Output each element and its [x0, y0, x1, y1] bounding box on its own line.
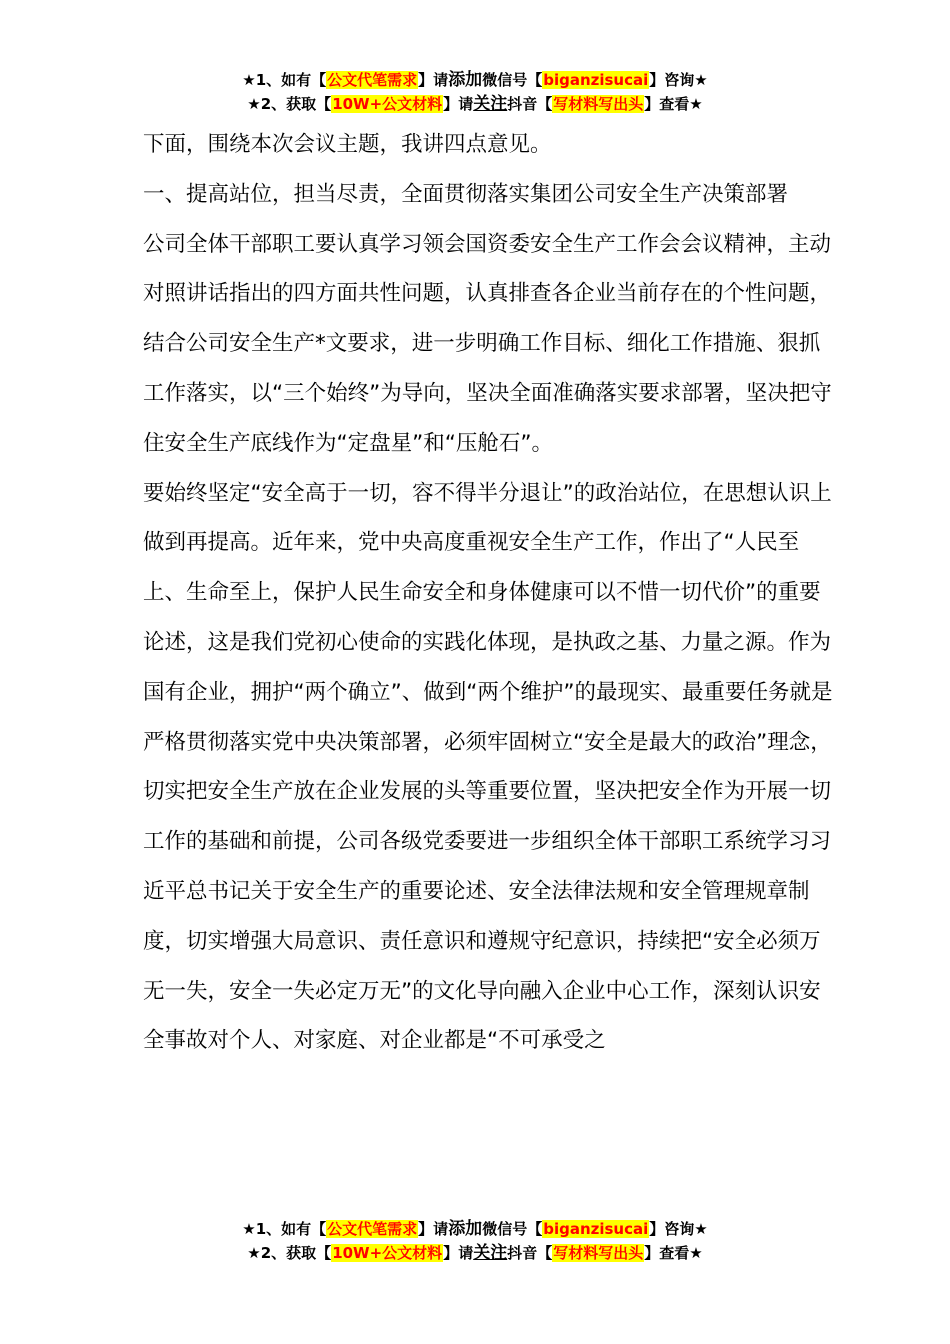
banner-text: ★2、获取【 [247, 95, 332, 113]
banner-highlight: 10W+公文材料 [332, 1244, 443, 1262]
banner-text: 】请 [418, 1220, 449, 1238]
banner-emphasis: 关注 [473, 94, 508, 114]
banner-text: ★1、如有【 [242, 71, 327, 89]
banner-text: 】查看★ [644, 95, 703, 113]
banner-emphasis: 关注 [473, 1243, 508, 1263]
banner-emphasis: 添加 [448, 1219, 483, 1239]
banner-text: 】请 [443, 95, 474, 113]
banner-highlight: 写材料写出头 [553, 1244, 644, 1262]
section-heading: 一、提高站位，担当尽责，全面贯彻落实集团公司安全生产决策部署 [143, 181, 789, 207]
banner-text: 抖音【 [507, 1244, 553, 1262]
banner-text: 】查看★ [644, 1244, 703, 1262]
banner-text: ★2、获取【 [247, 1244, 332, 1262]
header-banner [0, 68, 950, 116]
banner-highlight: 公文代笔需求 [327, 1220, 418, 1238]
banner-line-1 [0, 68, 950, 92]
banner-text: 微信号【 [482, 71, 543, 89]
banner-text: ★1、如有【 [242, 1220, 327, 1238]
document-body [143, 120, 835, 1066]
banner-text: 】请 [418, 71, 449, 89]
paragraph: 要始终坚定“安全高于一切，容不得半分退让”的政治站位，在思想认识上做到再提高。近年来，党中央高度重视安全生产工作，作出了“人民至上、生命至上，保护人民生命安全和身体健康可以不惜一切代价”的重要论述，这是我们党初心使命的实践化体现，是执政之基、力量之源。作为国有企业，拥护“两个确立”、做到“两个维护”的最现实、最重要任务就是严格贯彻落实党中央决策部署，必须牢固树立“安全是最大的政治”理念，切实把安全生产放在企业发展的头等重要位置，坚决把安全作为开展一切工作的基础和前提，公司各级党委要进一步组织全体干部职工系统学习习近平总书记关于安全生产的重要论述、安全法律法规和安全管理规章制度，切实增强大局意识、责任意识和遵规守纪意识，持续把“安全必须万无一失，安全一失必定万无”的文化导向融入企业中心工作，深刻认识安全事故对个人、对家庭、对企业都是“不可承受之 [143, 480, 833, 1054]
banner-emphasis: 添加 [448, 70, 483, 90]
banner-line-1 [0, 1217, 950, 1241]
footer-banner [0, 1217, 950, 1265]
banner-text: 抖音【 [507, 95, 553, 113]
paragraph-intro: 下面，围绕本次会议主题，我讲四点意见。 [143, 132, 552, 157]
paragraph: 公司全体干部职工要认真学习领会国资委安全生产工作会会议精神，主动对照讲话指出的四方面共性问题，认真排查各企业当前存在的个性问题，结合公司安全生产*文要求，进一步明确工作目标、细化工作措施、狠抓工作落实，以“三个始终”为导向，坚决全面准确落实要求部署，坚决把守住安全生产底线作为“定盘星”和“压舱石”。 [143, 231, 832, 456]
banner-highlight: biganzisucai [543, 71, 649, 89]
banner-line-2 [0, 1241, 950, 1265]
banner-text: 】咨询★ [649, 1220, 708, 1238]
banner-text: 】咨询★ [649, 71, 708, 89]
banner-line-2 [0, 92, 950, 116]
banner-highlight: 写材料写出头 [553, 95, 644, 113]
banner-highlight: 公文代笔需求 [327, 71, 418, 89]
banner-text: 】请 [443, 1244, 474, 1262]
banner-text: 微信号【 [482, 1220, 543, 1238]
banner-highlight: 10W+公文材料 [332, 95, 443, 113]
banner-highlight: biganzisucai [543, 1220, 649, 1238]
